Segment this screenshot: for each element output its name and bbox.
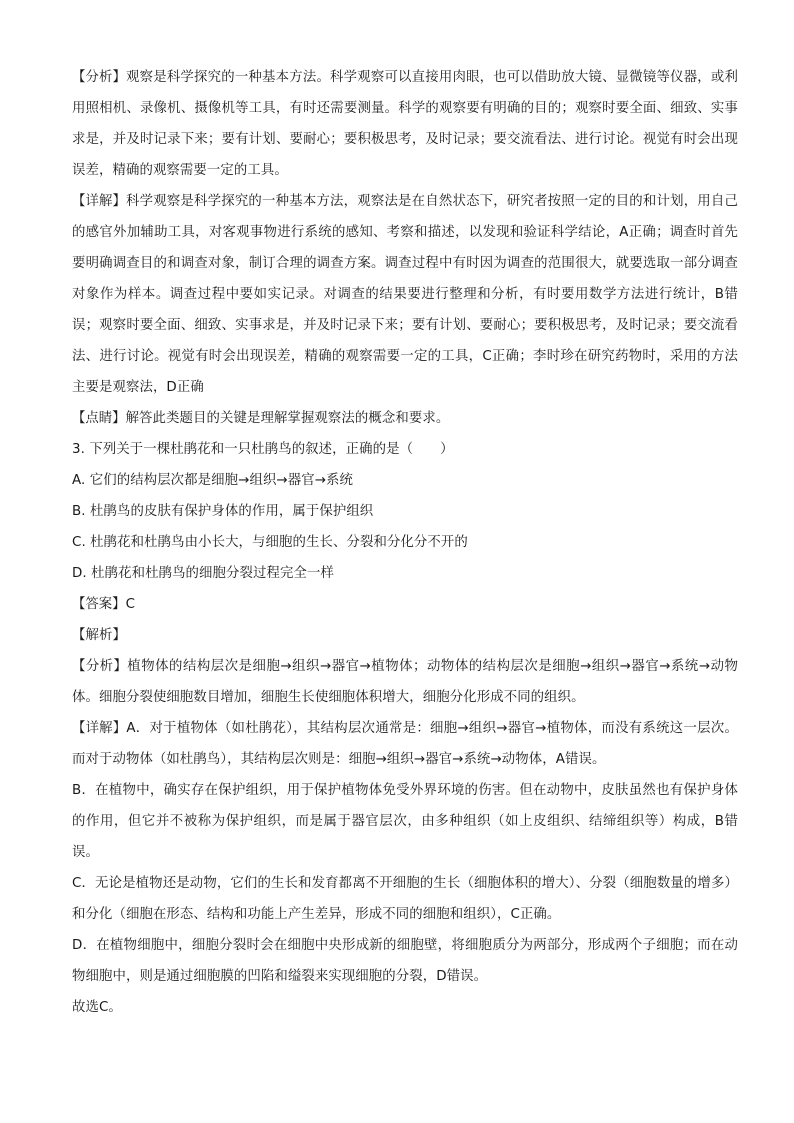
analysis-text: 观察是科学探究的一种基本方法。科学观察可以直接用肉眼，也可以借助放大镜、显微镜等仪器，或利用照相机、录像机、摄像机等工具，有时还需要测量。科学的观察要有明确的目的；观察时要全面、细致、实事求是，并及时记录下来；要有计划、要耐心；要积极思考，及时记录；要交流看法、进行讨论。视觉有时会出现误差，精确的观察需要一定的工具。 [72, 70, 739, 178]
document-content [72, 62, 738, 1023]
answer-line [72, 589, 738, 620]
detail-text: 科学观察是科学探究的一种基本方法，观察法是在自然状态下，研究者按照一定的目的和计划，用自己的感官外加辅助工具，对客观事物进行系统的感知、考察和描述，以发现和验证科学结论，A正确；调查时首先要明确调查目的和调查对象，制订合理的调查方案。调查过程中有时因为调查的范围很大，就要选取一部分调查对象作为样本。调查过程中要如实记录。对调查的结果要进行整理和分析，有时要用数学方法进行统计，B错误；观察时要全面、细致、实事求是，并及时记录下来；要有计划、要耐心；要积极思考，及时记录；要交流看法、进行讨论。视觉有时会出现误差，精确的观察需要一定的工具，C正确；李时珍在研究药物时，采用的方法主要是观察法，D正确 [72, 194, 739, 395]
analysis-text-2: 植物体的结构层次是细胞→组织→器官→植物体；动物体的结构层次是细胞→组织→器官→系统→动物体。细胞分裂使细胞数目增加，细胞生长使细胞体积增大，细胞分化形成不同的组织。 [72, 659, 738, 705]
detail-paragraph-2b: B．在植物中，确实存在保护组织，用于保护植物体免受外界环境的伤害。但在动物中，皮肤虽然也有保护身体的作用，但它并不被称为保护组织，而是属于器官层次，由多种组织（如上皮组织、结缔组织等）构成，B错误。 [72, 783, 738, 860]
analysis-paragraph-1 [72, 62, 738, 186]
detail-text-a: A．对于植物体（如杜鹃花），其结构层次通常是：细胞→组织→器官→植物体，而没有系统这一层次。而对于动物体（如杜鹃鸟），其结构层次则是：细胞→组织→器官→系统→动物体，A错误。 [72, 721, 739, 767]
analysis-tag-2: 【分析】 [72, 659, 128, 674]
detail-paragraph-2c: C．无论是植物还是动物，它们的生长和发育都离不开细胞的生长（细胞体积的增大）、分裂（细胞数量的增多）和分化（细胞在形态、结构和功能上产生差异，形成不同的细胞和组织），C正确。 [72, 876, 738, 922]
detail-paragraph-2d: D．在植物细胞中，细胞分裂时会在细胞中央形成新的细胞壁，将细胞质分为两部分，形成两个子细胞；而在动物细胞中，则是通过细胞膜的凹陷和缢裂来实现细胞的分裂，D错误。 [72, 938, 738, 984]
conclusion: 故选C。 [72, 1000, 122, 1015]
question-stem: 3. 下列关于一棵杜鹃花和一只杜鹃鸟的叙述，正确的是（ ） [72, 442, 454, 457]
option-b: B. 杜鹃鸟的皮肤有保护身体的作用，属于保护组织 [72, 504, 374, 519]
tip-text: 解答此类题目的关键是理解掌握观察法的概念和要求。 [125, 411, 450, 426]
tip-paragraph [72, 403, 738, 434]
detail-tag: 【详解】 [72, 194, 127, 209]
detail-tag-2: 【详解】 [72, 721, 127, 736]
analysis-tag: 【分析】 [72, 70, 127, 85]
option-d: D. 杜鹃花和杜鹃鸟的细胞分裂过程完全一样 [72, 566, 334, 581]
detail-paragraph-1 [72, 186, 738, 403]
answer-tag: 【答案】 [72, 597, 126, 612]
answer-value: C [125, 597, 136, 612]
option-a: A. 它们的结构层次都是细胞→组织→器官→系统 [72, 473, 354, 488]
detail-paragraph-2a [72, 713, 738, 775]
tip-tag: 【点睛】 [72, 411, 126, 426]
option-c: C. 杜鹃花和杜鹃鸟由小长大，与细胞的生长、分裂和分化分不开的 [72, 535, 468, 550]
explanation-heading: 【解析】 [72, 628, 126, 643]
analysis-paragraph-2 [72, 651, 738, 713]
